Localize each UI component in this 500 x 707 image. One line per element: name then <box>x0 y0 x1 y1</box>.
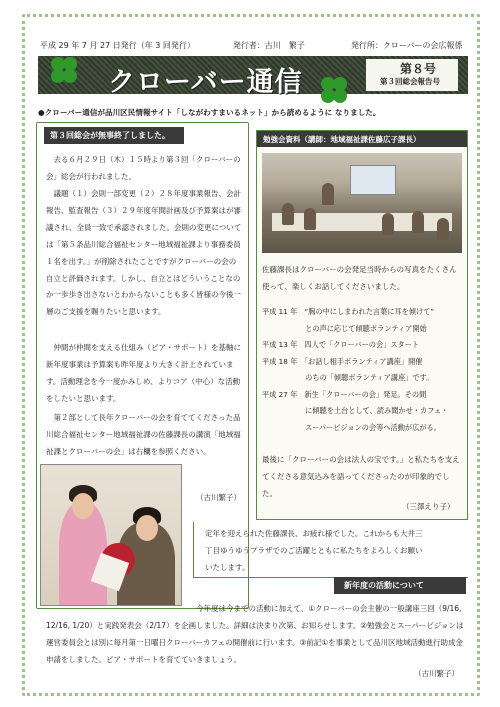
bottom-heading: 新年度の活動について <box>334 577 466 594</box>
issue-box <box>366 59 458 91</box>
clover-icon <box>48 54 82 88</box>
issuer: 発行所：クローバーの会広報係 <box>350 41 463 50</box>
right-signature: （三澤えり子） <box>402 502 455 511</box>
photo-presentation <box>40 464 182 606</box>
left-heading: 第３回総会が無事終了しました。 <box>44 127 184 144</box>
left-paragraph-4: 第２部として長年クローバーの会を育ててくださった品川総合福祉センター地域福祉課の佐藤課長の講演「地域福祉課とクローバーの会」は右欄を参照ください。 <box>46 413 241 456</box>
clover-icon <box>318 74 352 108</box>
retire-note: 定年を迎えられた佐藤課長、お疲れ様でした。これからも大井三丁目ゆうゆうプラザでのご活躍とともに私たちをよろしくお願いいたします。 <box>205 529 423 572</box>
bottom-text: 今年度は今までの活動に加えて、①クローバーの会主催の一般講座三回（9/16, 12/16, 1/20）と実践発表会（2/17）を企画しました。詳細は決まり次第、お知らせします。②勉強会とスーパービジョンは運営委員会とは別に毎月第一日曜日クローバーカフェの開催前に行います。③前記①を事業として品川区地域活動進行助成金申請をしました。ピア・サポートを育てていきましょう。 <box>46 604 464 664</box>
issue-number: 第８号 <box>400 62 437 76</box>
newsletter-title: クローバー通信 <box>108 67 303 98</box>
left-paragraph-2: 議題（１）会則一部変更（２）２８年度事業報告、会計報告、監査報告（３）２９年度年間計画及び予算案はが審議され、全員一致で承認されました。会則の変更については「第５条品川総合福祉センター地域福祉課より事務委員１名を出す。」が削除されたことですがクローバーの会の自立と評価されます。しかし、自立とはどういうことなのか一歩歩き出さないとわからないことも多く皆様の今後一層のご支援を賜りたいと思います。 <box>46 189 242 317</box>
left-signature: （古川繁子） <box>196 493 241 502</box>
header-line <box>40 40 480 51</box>
timeline-line: 平成 11 年 “胸の中にしまわれた言葉に耳を傾けて” <box>262 307 435 316</box>
masthead <box>38 56 468 98</box>
bottom-signature: （古川繁子） <box>414 669 459 678</box>
timeline-line: スーパービジョンの会等へ活動が広がる。 <box>262 422 441 432</box>
right-closing: 最後に「クローバーの会は法人の宝です。」と私たちを支えてくださる意気込みを語ってくださったのが印象的でした。 <box>262 455 460 498</box>
left-paragraph-3: 仲間が仲間を支える仕組み（ピア・サポート）を基軸に新年度事業は予算案も昨年度より大きく計上されています。活動理念を今一度かみしめ、よりコア（中心）な活動をしたいと思います。 <box>46 343 241 403</box>
right-heading: 勉強会資料（講師：地域福祉課佐藤広子課長） <box>257 131 467 147</box>
date-line: 平成 29 年 7 月 27 日発行（年 3 回発行） <box>40 41 195 50</box>
timeline-line: に傾聴を土台として、読み聞かせ・カフェ・ <box>262 406 449 415</box>
left-paragraph-1: 去る６月２９日（木）１５時より第３回「クローバーの会」総会が行われました。 <box>46 155 241 181</box>
notice-line: ●クローバー通信が品川区民情報サイト「しながわすまいるネット」から読めるように なりました。 <box>38 108 381 117</box>
timeline-line: 平成 27 年 新生「クローバーの会」発足。その間 <box>262 389 427 399</box>
publisher: 発行者：古川 繁子 <box>232 41 305 50</box>
right-intro: 佐藤課長はクローバーの会発足当時からの写真をたくさん使って、楽しくお話してくださいました。 <box>262 265 457 291</box>
issue-subtitle: 第３回総会報告号 <box>380 77 440 86</box>
timeline-line: のちの「傾聴ボランティア講座」です。 <box>262 373 434 382</box>
timeline <box>262 304 467 436</box>
timeline-line: との声に応じて傾聴ボランティア開始 <box>262 323 427 333</box>
timeline-line: 平成 18 年 「お話し相手ボランティア講座」開催 <box>262 356 423 366</box>
timeline-line: 平成 13 年 四人で「クローバーの会」スタート <box>262 340 420 349</box>
photo-lecture <box>262 153 462 253</box>
